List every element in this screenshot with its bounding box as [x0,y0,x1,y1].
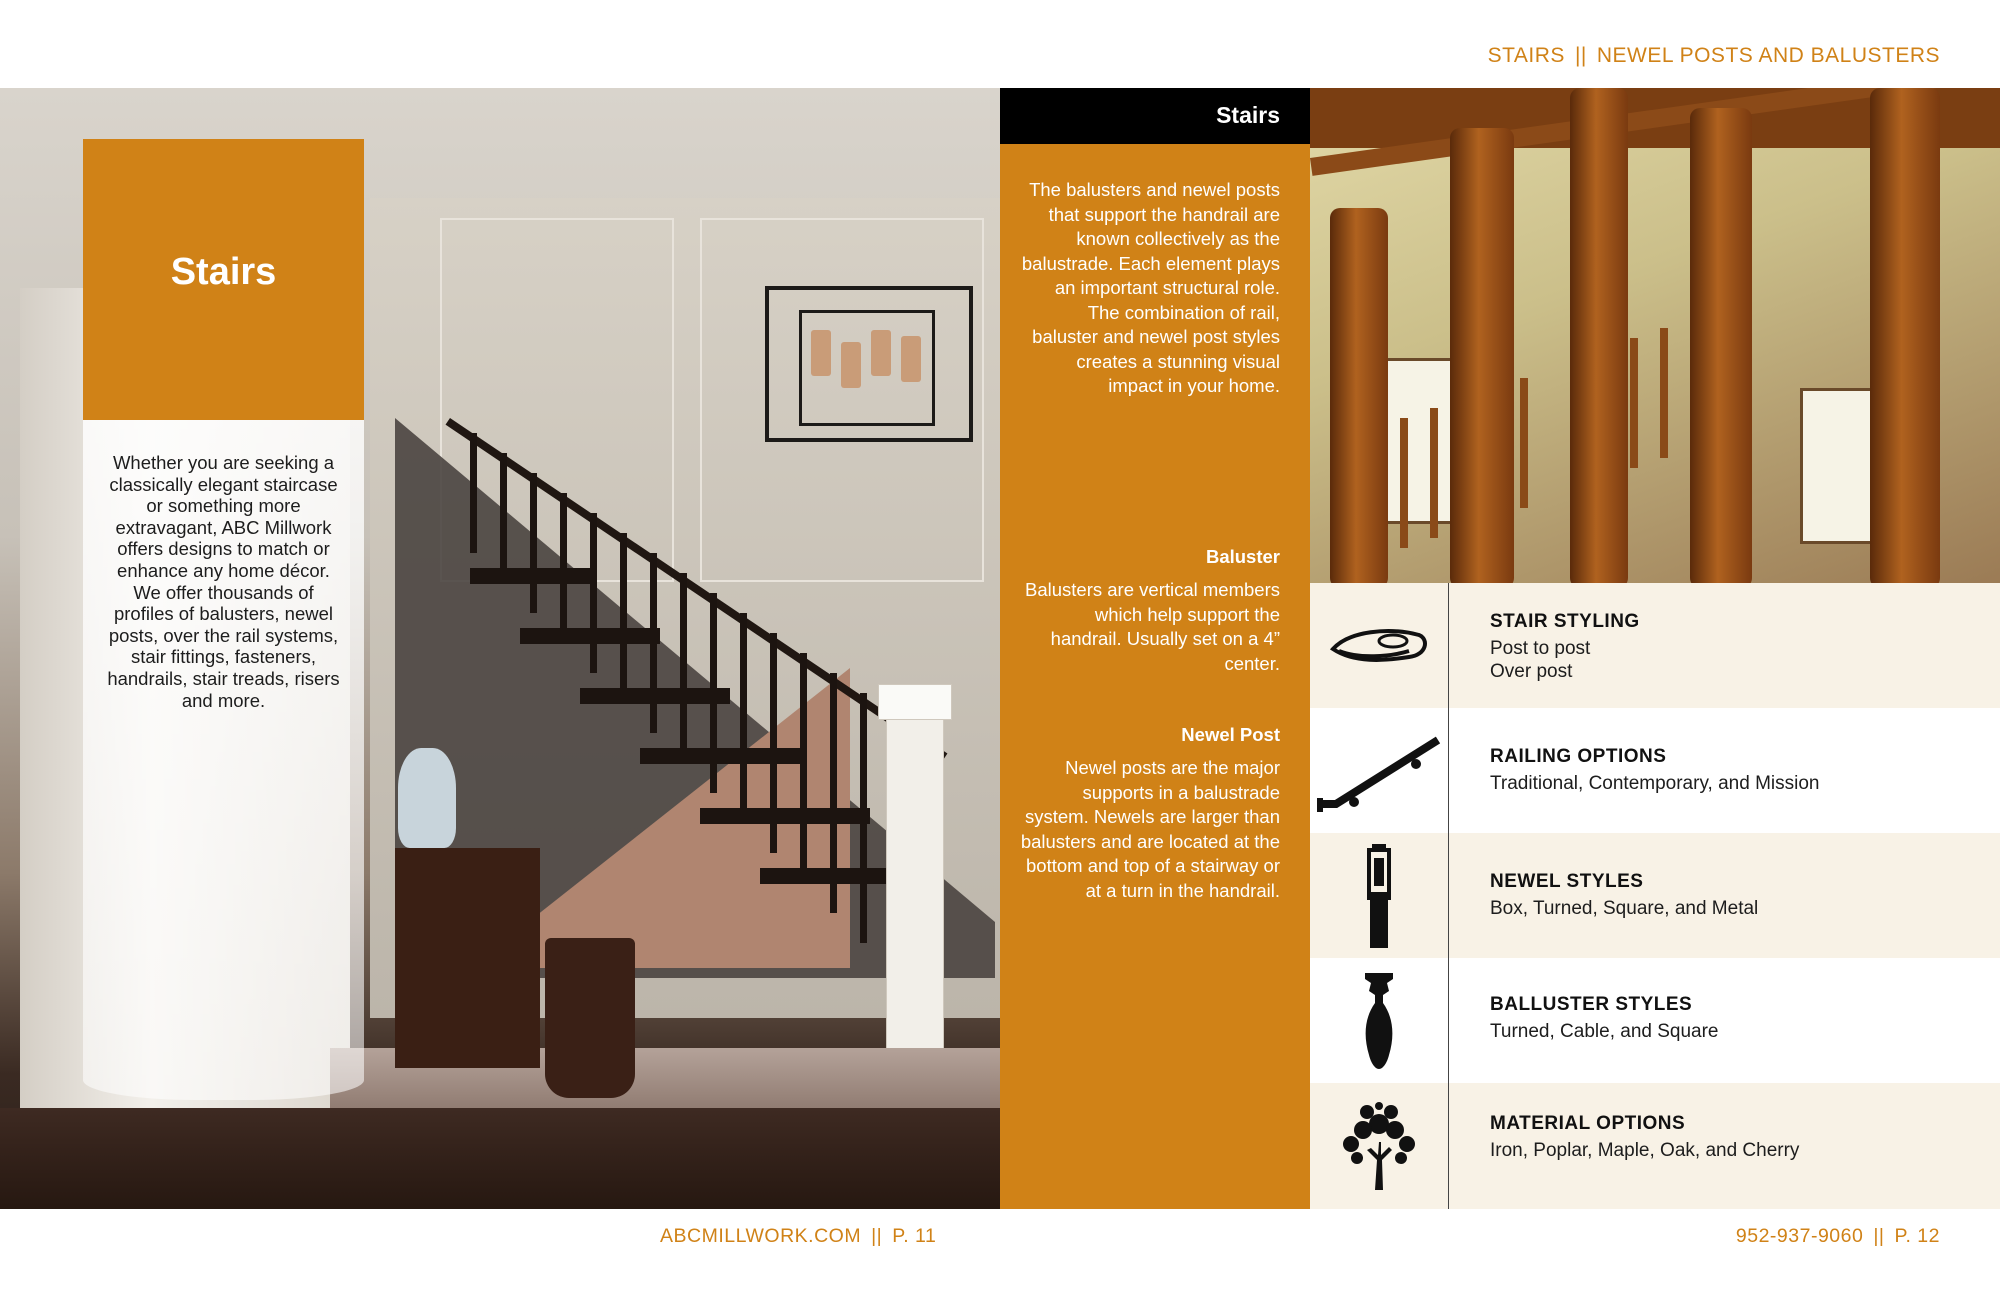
feature-divider [1448,583,1449,1209]
footer-separator: || [871,1225,883,1247]
newel-post [886,686,944,1056]
feature-line: Iron, Poplar, Maple, Oak, and Cherry [1490,1140,1800,1161]
footer-site: ABCMILLWORK.COM [660,1225,862,1247]
footer-right [1736,1225,1940,1248]
feature-stair-styling [1310,583,2000,708]
feature-list [1310,583,2000,1209]
page-header [1488,44,1940,68]
baluster-icon [1310,958,1448,1083]
info-column [1000,88,1310,1209]
feature-line: Over post [1490,661,1573,682]
stairs-title: Stairs [170,251,277,293]
feature-line: Turned, Cable, and Square [1490,1021,1719,1042]
vase [398,748,456,848]
feature-title: NEWEL STYLES [1490,871,1644,892]
dresser [395,848,540,1068]
header-separator: || [1574,44,1587,67]
intro-text: Whether you are seeking a classically elegant staircase or something more extravagant, ABC Millwork offers designs to match or enhance any home décor. We offer thousands of profiles of balusters, newel posts, over the rail systems, stair fittings, fasteners, handrails, stair treads, risers and more. [107,452,340,711]
footer-left [660,1225,936,1248]
feature-line: Post to post [1490,638,1591,659]
feature-line: Box, Turned, Square, and Metal [1490,898,1759,919]
tree-icon [1310,1083,1448,1209]
info-title: Stairs [1216,102,1280,128]
stairs-title-box [83,139,364,420]
newel-cap [878,684,952,720]
intro-box [83,420,364,1100]
feature-newel-styles [1310,833,2000,958]
feature-material-options [1310,1083,2000,1209]
planter [545,938,635,1098]
baluster-heading: Baluster [1205,546,1280,567]
newel-heading: Newel Post [1181,724,1280,745]
footer-separator: || [1873,1225,1885,1247]
newel-post-icon [1310,833,1448,958]
feature-title: RAILING OPTIONS [1490,746,1667,767]
feature-title: STAIR STYLING [1490,611,1640,632]
feature-title: BALLUSTER STYLES [1490,994,1693,1015]
footer-phone: 952-937-9060 [1735,1225,1864,1247]
feature-line: Traditional, Contemporary, and Mission [1490,773,1820,794]
newel-text: Newel posts are the major supports in a balustrade system. Newels are larger than balusters and are located at the bottom and top of a stairway or at a turn in the handrail. [1020,757,1280,901]
feature-title: MATERIAL OPTIONS [1490,1113,1686,1134]
wood-floor [0,1108,1000,1209]
header-topic: NEWEL POSTS AND BALUSTERS [1596,44,1940,67]
stair-styling-icon [1310,583,1448,708]
info-title-bar [1000,88,1310,144]
footer-page-right: P. 12 [1894,1225,1940,1247]
feature-baluster-styles [1310,958,2000,1083]
balustrade-intro: The balusters and newel posts that support the handrail are known collectively as the balustrade. Each element plays an important structural role. The combination of rail, baluster and newel post styles creates a stunning visual impact in your home. [1021,179,1280,396]
footer-page-left: P. 11 [892,1225,937,1247]
baluster-text: Balusters are vertical members which help support the handrail. Usually set on a 4” center. [1025,579,1280,674]
balustrade-photo [1310,88,2000,583]
handrail-icon [1310,708,1448,833]
header-section: STAIRS [1487,44,1565,67]
feature-railing-options [1310,708,2000,833]
lantern-fixture [765,286,973,442]
